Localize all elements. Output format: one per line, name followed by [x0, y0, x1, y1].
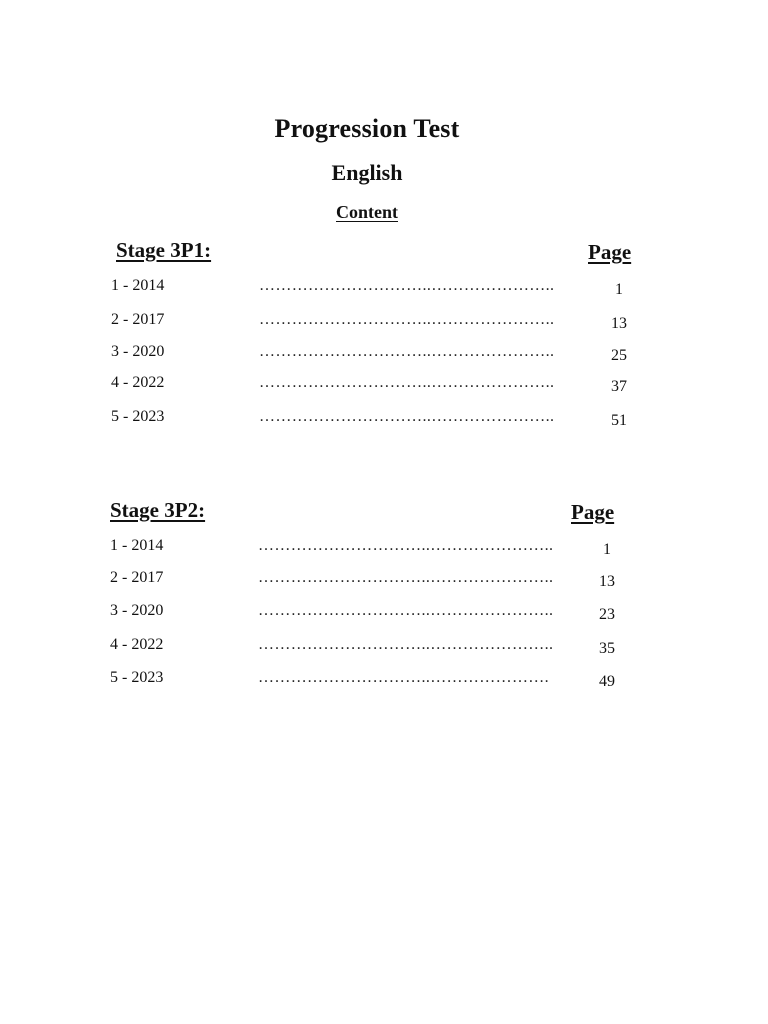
page-column-heading: Page	[571, 500, 615, 524]
dot-leader: …………………………..…………………..	[259, 374, 555, 391]
entry-page-number: 23	[599, 606, 615, 623]
dot-leader: …………………………..…………………..	[259, 343, 555, 360]
entry-page-number: 13	[599, 573, 615, 590]
dot-leader: …………………………..…………………..	[258, 537, 554, 554]
section-heading-stage-3p1: Stage 3P1:	[116, 238, 212, 262]
dot-leader: …………………………..…………………..	[258, 569, 554, 586]
entry-label: 2 - 2017	[110, 569, 164, 586]
dot-leader: …………………………..…………………..	[258, 602, 554, 619]
entry-page-number: 1	[603, 541, 611, 558]
document-subject: English	[331, 160, 403, 185]
entry-page-number: 13	[611, 315, 627, 332]
entry-page-number: 51	[611, 412, 627, 429]
content-heading: Content	[336, 202, 398, 222]
entry-page-number: 37	[611, 378, 627, 395]
dot-leader: …………………………..…………………..	[259, 277, 555, 294]
entry-label: 4 - 2022	[111, 374, 165, 391]
entry-label: 3 - 2020	[110, 602, 164, 619]
document-title: Progression Test	[274, 114, 460, 143]
entry-label: 5 - 2023	[111, 408, 165, 425]
entry-label: 1 - 2014	[110, 537, 164, 554]
dot-leader: …………………………..…………………..	[259, 311, 555, 328]
entry-label: 3 - 2020	[111, 343, 165, 360]
entry-label: 2 - 2017	[111, 311, 165, 328]
dot-leader: …………………………..………………….	[258, 669, 549, 686]
entry-label: 1 - 2014	[111, 277, 165, 294]
dot-leader: …………………………..…………………..	[258, 636, 554, 653]
section-heading-stage-3p2: Stage 3P2:	[110, 498, 206, 522]
entry-page-number: 25	[611, 347, 627, 364]
entry-label: 5 - 2023	[110, 669, 164, 686]
entry-page-number: 49	[599, 673, 615, 690]
entry-label: 4 - 2022	[110, 636, 164, 653]
dot-leader: …………………………..…………………..	[259, 408, 555, 425]
page-column-heading: Page	[588, 240, 632, 264]
entry-page-number: 1	[615, 281, 623, 298]
entry-page-number: 35	[599, 640, 615, 657]
